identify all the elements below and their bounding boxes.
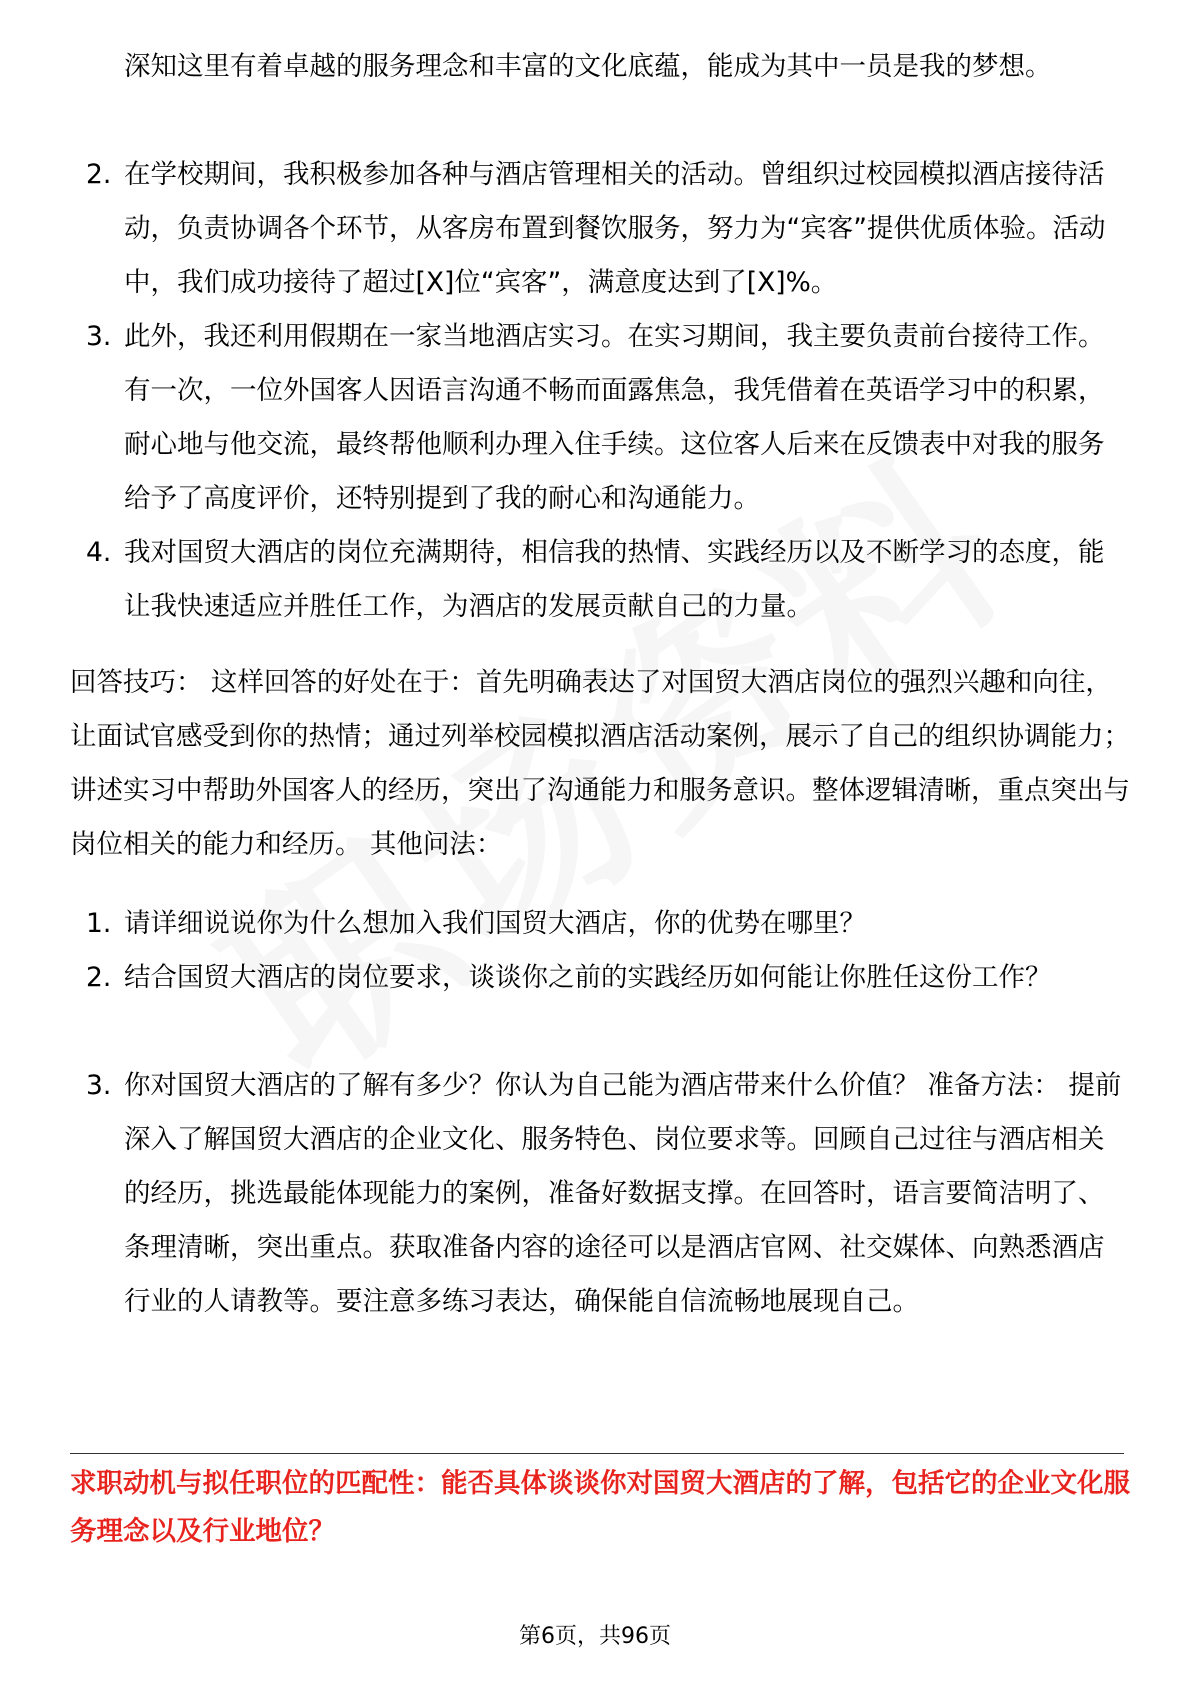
list-item-number: 1.: [86, 908, 112, 939]
answer-tips-paragraph: 回答技巧： 这样回答的好处在于：首先明确表达了对国贸大酒店岗位的强烈兴趣和向往，让面试官感受到你的热情；通过列举校园模拟酒店活动案例，展示了自己的组织协调能力；讲述实习中帮助外国客人的经历，突出了沟通能力和服务意识。整体逻辑清晰，重点突出与岗位相关的能力和经历。 其他问法：: [70, 667, 1130, 860]
list-item-number: 3.: [86, 1070, 112, 1101]
list-item-number: 2.: [86, 962, 112, 993]
page-number: 第6页，共96页: [519, 1624, 671, 1649]
list-item-text: 深知这里有着卓越的服务理念和丰富的文化底蕴，能成为其中一员是我的梦想。: [124, 51, 1052, 82]
list-item-number: 2.: [86, 159, 112, 190]
list-item-number: 4.: [86, 537, 112, 568]
list-item-text: 此外，我还利用假期在一家当地酒店实习。在实习期间，我主要负责前台接待工作。有一次，一位外国客人因语言沟通不畅而面露焦急，我凭借着在英语学习中的积累，耐心地与他交流，最终帮他顺利办理入住手续。这位客人后来在反馈表中对我的服务给予了高度评价，还特别提到了我的耐心和沟通能力。: [124, 321, 1105, 514]
list-item-text: 你对国贸大酒店的了解有多少？你认为自己能为酒店带来什么价值？ 准备方法： 提前深入了解国贸大酒店的企业文化、服务特色、岗位要求等。回顾自己过往与酒店相关的经历，挑选最能体现能力的案例，准备好数据支撑。在回答时，语言要简洁明了、条理清晰，突出重点。获取准备内容的途径可以是酒店官网、社交媒体、向熟悉酒店行业的人请教等。要注意多练习表达，确保能自信流畅地展现自己。: [124, 1070, 1122, 1317]
divider: [70, 1453, 1124, 1454]
list-item-number: 3.: [86, 321, 112, 352]
list-item-text: 结合国贸大酒店的岗位要求，谈谈你之前的实践经历如何能让你胜任这份工作？: [124, 962, 1052, 993]
list-item-text: 我对国贸大酒店的岗位充满期待，相信我的热情、实践经历以及不断学习的态度，能让我快速适应并胜任工作，为酒店的发展贡献自己的力量。: [124, 537, 1105, 622]
list-item-text: 请详细说说你为什么想加入我们国贸大酒店，你的优势在哪里？: [124, 908, 866, 939]
next-question-heading: 求职动机与拟任职位的匹配性：能否具体谈谈你对国贸大酒店的了解，包括它的企业文化服务理念以及行业地位？: [70, 1468, 1130, 1547]
list-item-text: 在学校期间，我积极参加各种与酒店管理相关的活动。曾组织过校园模拟酒店接待活动，负责协调各个环节，从客房布置到餐饮服务，努力为“宾客”提供优质体验。活动中，我们成功接待了超过[X]位“宾客”，满意度达到了[X]%。: [124, 159, 1106, 298]
